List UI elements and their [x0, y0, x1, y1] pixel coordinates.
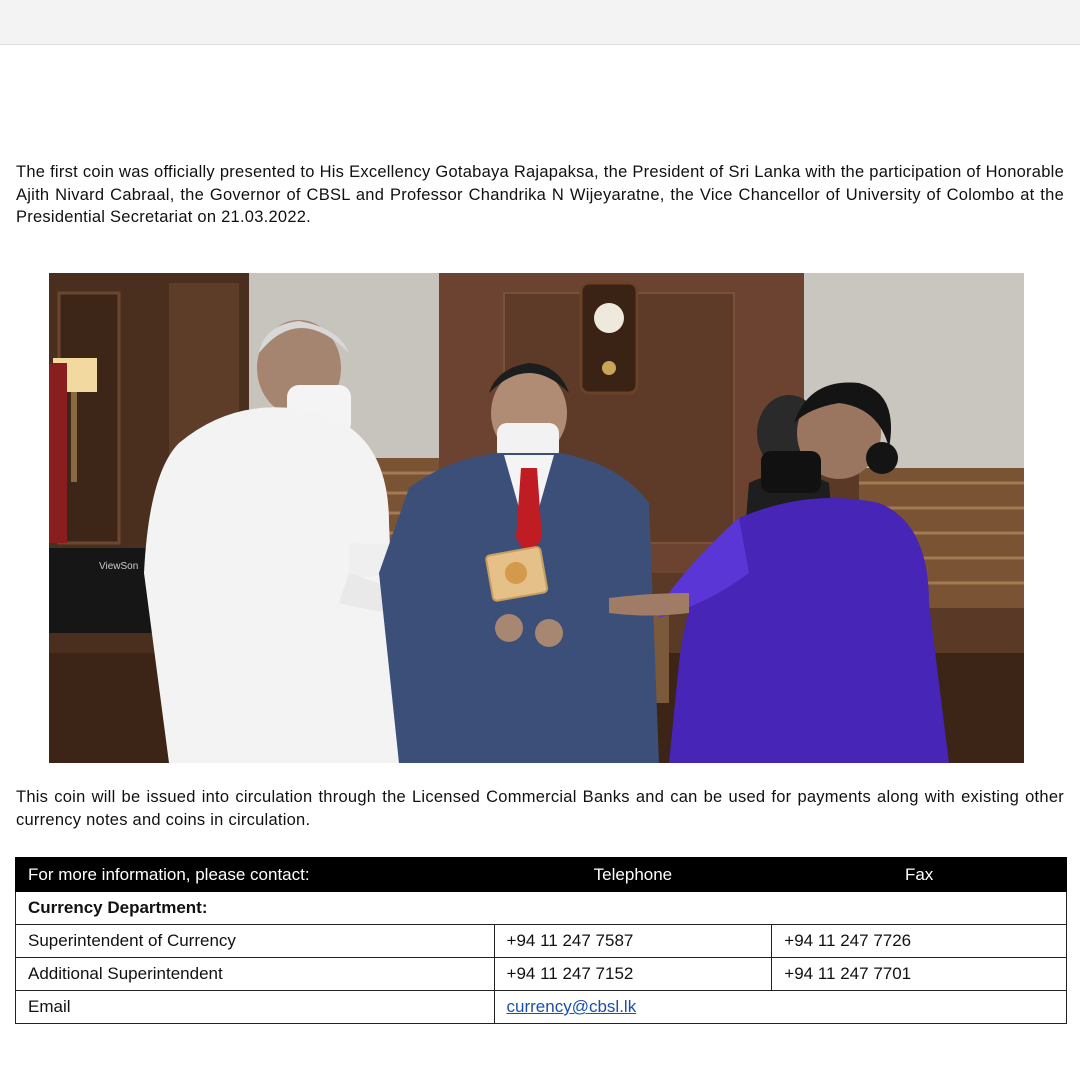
contact-role: Superintendent of Currency — [16, 925, 495, 958]
email-cell — [494, 991, 1066, 1024]
header-telephone: Telephone — [494, 858, 772, 892]
header-fax: Fax — [772, 858, 1067, 892]
contact-fax: +94 11 247 7701 — [772, 958, 1067, 991]
table-row — [16, 925, 1067, 958]
department-name: Currency Department: — [16, 892, 1067, 925]
email-link[interactable]: currency@cbsl.lk — [506, 997, 637, 1016]
contact-table-header — [16, 858, 1067, 892]
contact-telephone: +94 11 247 7152 — [494, 958, 772, 991]
email-row — [16, 991, 1067, 1024]
contact-fax: +94 11 247 7726 — [772, 925, 1067, 958]
department-row — [16, 892, 1067, 925]
contact-role: Additional Superintendent — [16, 958, 495, 991]
browser-top-bar — [0, 0, 1080, 45]
intro-paragraph: The first coin was officially presented to His Excellency Gotabaya Rajapaksa, the President of Sri Lanka with the participation of Honorable Ajith Nivard Cabraal, the Governor of CBSL and Professor Chandrika N Wijeyaratne, the Vice Chancellor of University of Colombo at the Presidential Secretariat on 21.03.2022. — [16, 163, 1064, 226]
header-contact: For more information, please contact: — [16, 858, 495, 892]
circulation-paragraph: This coin will be issued into circulation through the Licensed Commercial Banks and can be used for payments along with existing other currency notes and coins in circulation. — [16, 788, 1064, 829]
presentation-photo — [49, 273, 1024, 763]
monitor-brand-label: ViewSon — [99, 561, 139, 572]
table-row — [16, 958, 1067, 991]
contact-table — [15, 857, 1067, 1024]
email-label: Email — [16, 991, 495, 1024]
contact-telephone: +94 11 247 7587 — [494, 925, 772, 958]
